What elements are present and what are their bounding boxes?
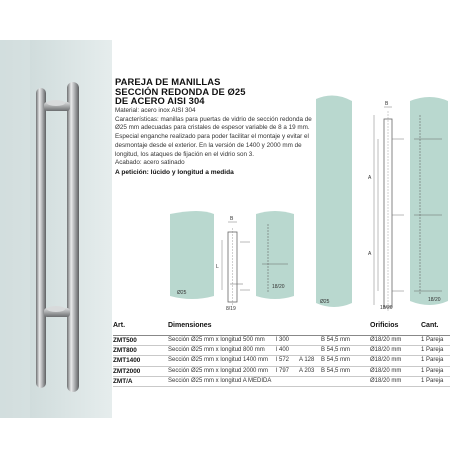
large-drawing [312, 95, 452, 315]
back-bar [36, 88, 46, 388]
row-l: l 300 [276, 337, 290, 343]
title-line: DE ACERO AISI 304 [115, 95, 205, 107]
table-row [113, 336, 450, 346]
row-l: l 572 [276, 357, 290, 364]
label-a-top: A [368, 175, 372, 181]
row-orif: Ø18/20 mm [370, 357, 402, 364]
label-1820-c: 18/20 [428, 297, 441, 303]
product-table [113, 322, 450, 387]
row-code: ZMT500 [113, 337, 137, 344]
peticion-text: A petición: lúcido y longitud a medida [115, 168, 234, 176]
product-description [115, 107, 320, 178]
table-row [113, 356, 450, 366]
row-dim: Sección Ø25 mm x longitud 1400 mm [168, 357, 269, 364]
row-b: B 54,5 mm [321, 337, 351, 343]
label-1820-b: 18/20 [380, 305, 393, 311]
label-1820-a: 18/20 [272, 284, 285, 290]
row-code: ZMT800 [113, 347, 137, 355]
row-cant: 1 Pareja [421, 347, 444, 354]
row-dim: Sección Ø25 mm x longitud A MEDIDA [168, 377, 272, 384]
label-819: 8/19 [226, 306, 236, 312]
label-l: L [216, 264, 219, 270]
table-row [113, 346, 450, 356]
row-dim: Sección Ø25 mm x longitud 2000 mm [168, 367, 269, 374]
row-b: B 54,5 mm [321, 367, 351, 374]
row-dim: Sección Ø25 mm x longitud 500 mm [168, 337, 265, 343]
table-row [113, 367, 450, 377]
row-orif: Ø18/20 mm [370, 367, 402, 374]
header-orif: Orificios [370, 322, 399, 329]
row-cant: 1 Pareja [421, 357, 444, 364]
table-row [113, 377, 450, 387]
row-orif: Ø18/20 mm [370, 347, 402, 354]
row-orif: Ø18/20 mm [370, 337, 402, 343]
row-l: l 797 [276, 367, 290, 374]
row-a: A 203 [299, 367, 315, 374]
row-code: ZMT2000 [113, 367, 141, 375]
row-dim: Sección Ø25 mm x longitud 800 mm [168, 347, 265, 354]
caracteristicas-text: Características: manillas para puertas de vidrio de sección redonda de Ø25 mm adecuadas para cristales de espesor variable de 8 a 19 mm. Especial enganche realizado para poder facilitar el montaje y evitar el desmontaje desde el exterior. En la versión de 1400 y 2000 mm de longitud, los ataques de fijación en el vidrio son 3. [115, 115, 312, 158]
label-d25-large: Ø25 [320, 299, 330, 305]
label-b-large: B [385, 101, 389, 107]
title-line: SECCIÓN REDONDA DE Ø25 [115, 85, 246, 97]
row-b: B 54,5 mm [321, 357, 351, 364]
row-cant: 1 Pareja [421, 377, 444, 384]
row-cant: 1 Pareja [421, 337, 444, 343]
small-drawing [170, 210, 295, 310]
table-header [113, 322, 450, 332]
header-art: Art. [113, 322, 126, 329]
product-title [115, 77, 265, 106]
row-a: A 128 [299, 357, 315, 364]
product-photo [0, 40, 112, 418]
label-a-bottom: A [368, 251, 372, 257]
header-dim: Dimensiones [168, 322, 212, 329]
front-bar [67, 82, 79, 392]
label-d25: Ø25 [177, 290, 187, 296]
row-l: l 400 [276, 347, 290, 354]
header-cant: Cant. [421, 322, 439, 329]
label-b: B [230, 216, 234, 222]
row-cant: 1 Pareja [421, 367, 444, 374]
row-orif: Ø18/20 mm [370, 377, 402, 384]
material-text: Material: acero inox AISI 304 [115, 107, 196, 114]
acabado-text: Acabado: acero satinado [115, 159, 185, 167]
row-b: B 54,5 mm [321, 347, 351, 354]
title-line: PAREJA DE MANILLAS [115, 76, 221, 87]
row-code: ZMT1400 [113, 357, 141, 365]
row-code: ZMT/A [113, 377, 133, 385]
